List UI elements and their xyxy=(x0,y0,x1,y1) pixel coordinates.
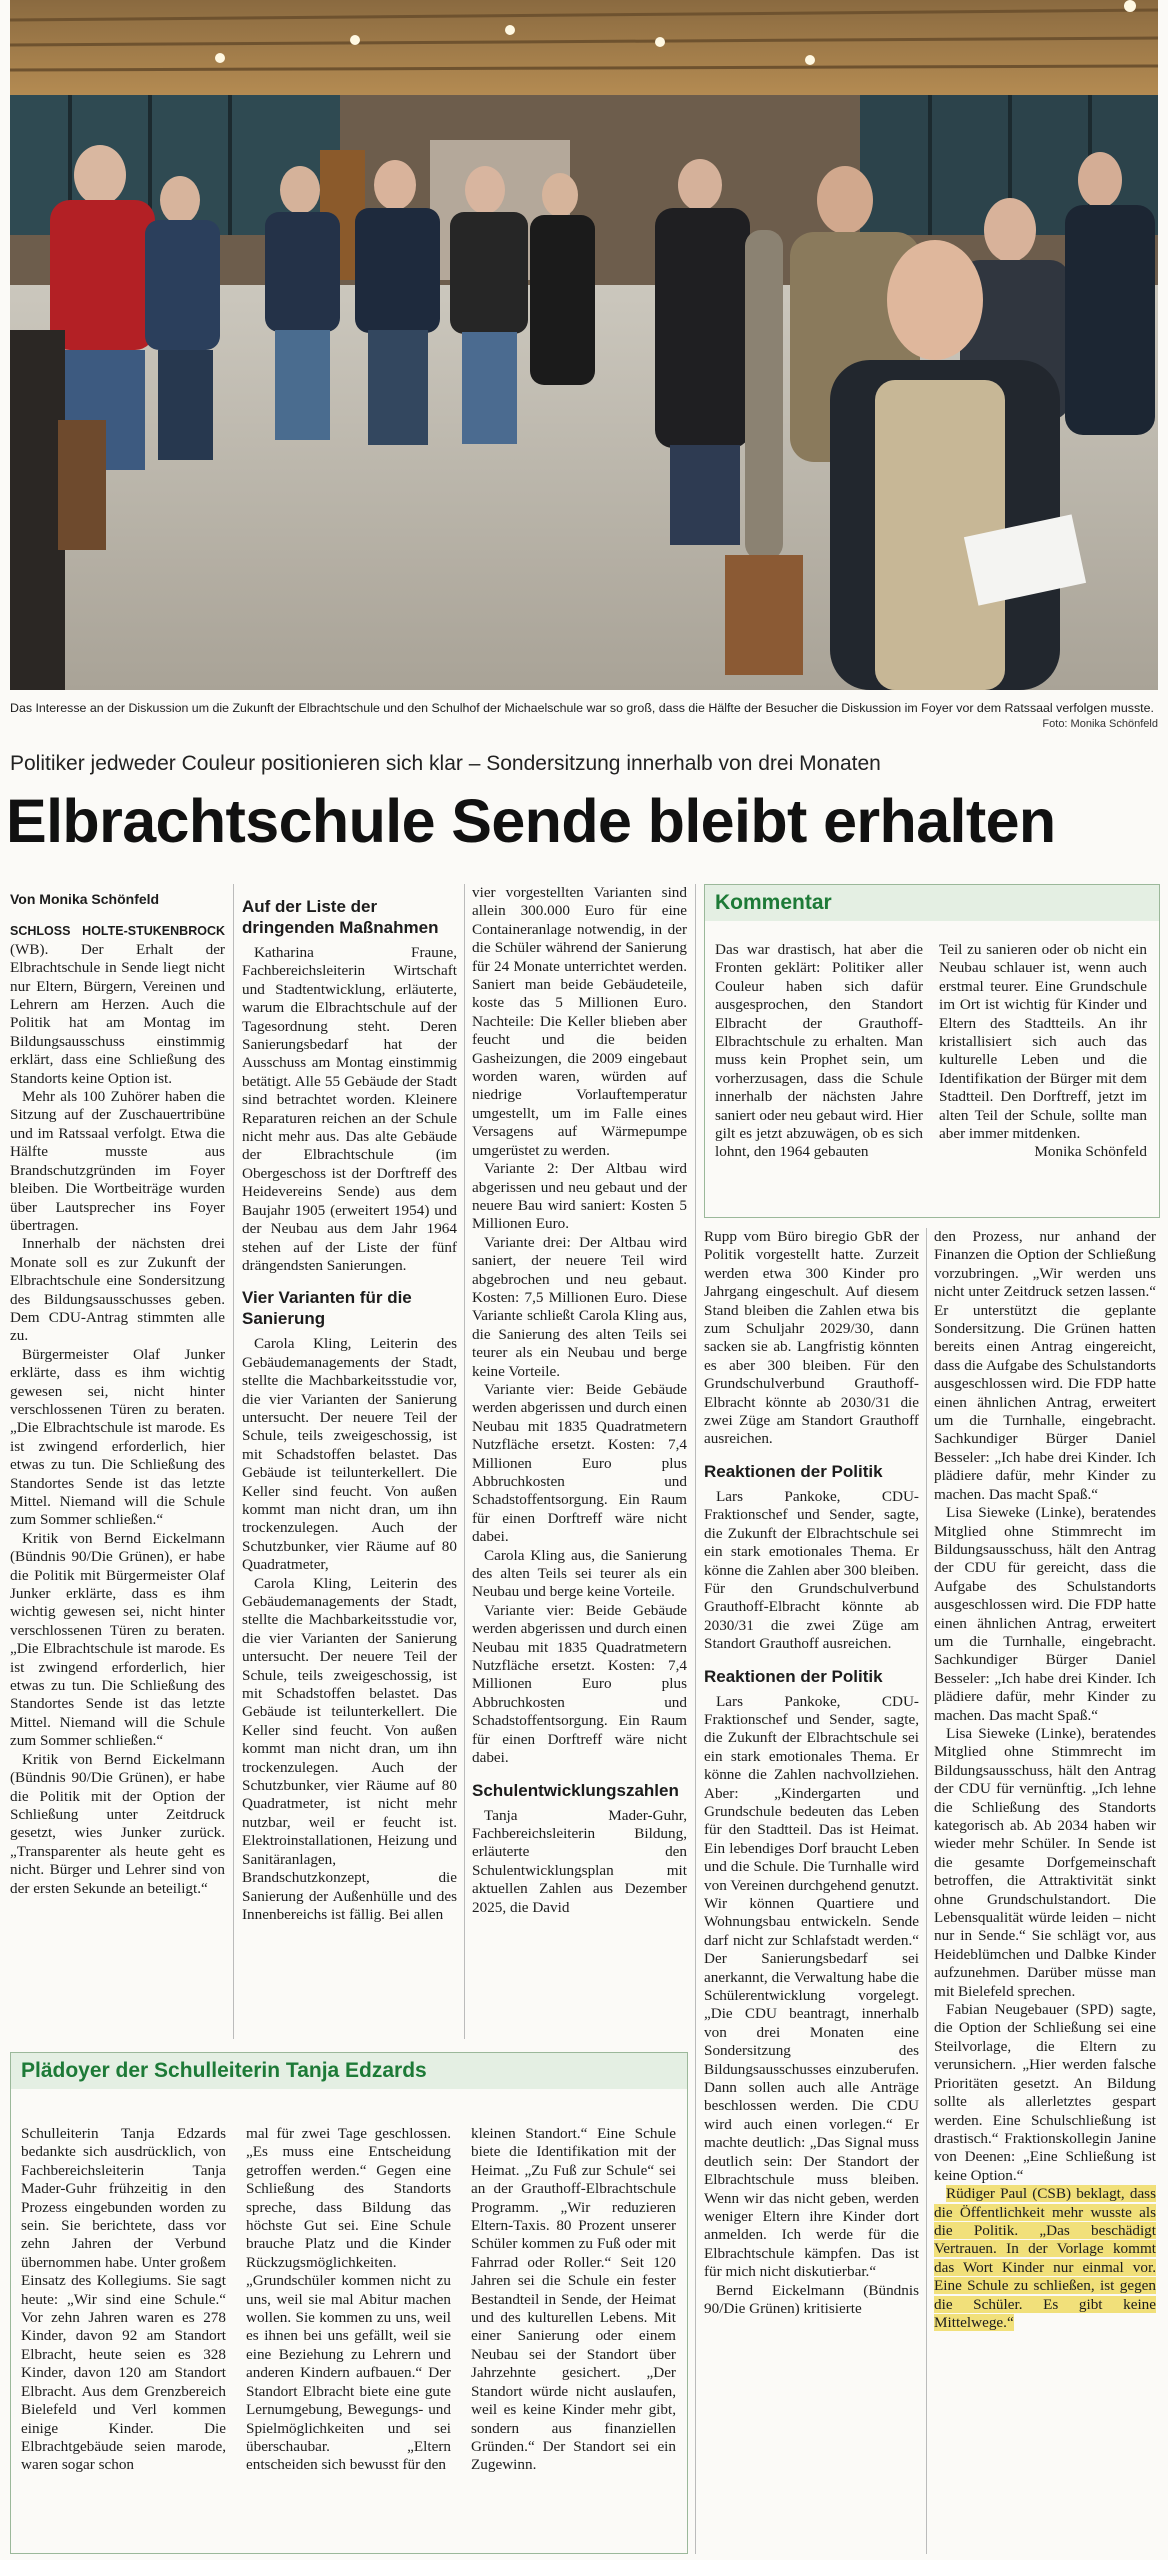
headline: Elbrachtschule Sende bleibt erhalten xyxy=(6,787,1056,855)
subheading: Reaktionen der Politik xyxy=(704,1461,883,1481)
paragraph: Variante vier: Beide Gebäude werden abgerissen und durch einen Neubau mit 1835 Quadratmetern Nutzfläche ersetzt. Kosten: 7,4 Millionen Euro plus Abbruchkosten und Schadstoffentsorgung. Ein Raum für einen Dorftreff wäre nicht dabei. xyxy=(472,1380,687,1546)
plaedoyer-column-3 xyxy=(471,2125,676,2549)
highlight: Rüdiger Paul (CSB) beklagt, dass die Öffentlichkeit mehr wusste als die Politik. „Das beschädigt Vertrauen. In der Vorlage kommt das Wort Kinder nur einmal vor. Eine Schule zu schließen, ist gegen die Schüler. Es gibt keine Mittelwege.“ xyxy=(934,2185,1156,2331)
plaedoyer-column-1 xyxy=(21,2125,226,2549)
plaedoyer-box xyxy=(10,2052,688,2554)
photo-credit: Foto: Monika Schönfeld xyxy=(1042,718,1158,730)
paragraph: Variante drei: Der Altbau wird saniert, der neuere Teil wird abgebrochen und neu gebaut. Kosten: 7,5 Millionen Euro. Diese Variante schließt Carola Kling aus, die Sanierung des alten Teils sei teurer als ein Neubau und berge keine Vorteile. xyxy=(472,1233,687,1380)
column-divider xyxy=(464,884,465,2039)
dateline: SCHLOSS HOLTE-STUKENBROCK xyxy=(10,924,225,939)
column-divider xyxy=(926,1228,927,2554)
column-divider xyxy=(695,884,696,2554)
paragraph: Variante vier: Beide Gebäude werden abgerissen und durch einen Neubau mit 1835 Quadratmetern Nutzfläche ersetzt. Kosten: 7,4 Millionen Euro plus Abbruchkosten und Schadstoffentsorgung. Ein Raum für einen Dorftreff wäre nicht dabei. xyxy=(472,1601,687,1767)
paragraph: Carola Kling, Leiterin des Gebäudemanagements der Stadt, stellte die Machbarkeitsstudie vor, die vier Varianten der Sanierung untersucht. Der neuere Teil der Schule, teils zweigeschossig, ist mit Schadstoffen belastet. Das Gebäude ist teilunterkellert. Die Keller sind feucht. Von außen kommt man nicht dran, um ihn trockenzulegen. Auch der Schutzbunker, vier Räume auf 80 Quadratmeter, xyxy=(242,1335,457,1574)
subheading: Vier Varianten für die Sanierung xyxy=(242,1288,412,1329)
paragraph: Carola Kling aus, die Sanierung des alten Teils sei teurer als ein Neubau und berge keine Vorteile. xyxy=(472,1546,687,1601)
paragraph: Bürgermeister Olaf Junker erklärte, dass es ihm wichtig gewesen sei, nicht hinter verschlossenen Türen zu beraten. „Die Elbrachtschule ist marode. Es ist zwingend erforderlich, hier etwas zu tun. Die Schließung des Standortes Sende ist das letzte Mittel. Niemand will die Schule zum Sommer schließen.“ xyxy=(10,1345,225,1529)
paragraph: Kritik von Bernd Eickelmann (Bündnis 90/Die Grünen), er habe die Politik mit Bürgermeister Olaf Junker erklärte, dass es ihm wichtig gewesen sei, nicht hinter verschlossenen Türen zu beraten. „Die Elbrachtschule ist marode. Es ist zwingend erforderlich, hier etwas zu tun. Die Schließung des Standortes Sende ist das letzte Mittel. Niemand will die Schule zum Sommer schließen.“ xyxy=(10,1529,225,1750)
paragraph: Mehr als 100 Zuhörer haben die Sitzung auf der Zuschauertribüne und im Ratssaal verfolgt. Etwa die Hälfte musste aus Brandschutzgründen im Foyer bleiben. Die Wortbeiträge wurden über Lautsprecher ins Foyer übertragen. xyxy=(10,1088,225,1234)
byline: Von Monika Schönfeld xyxy=(10,891,160,907)
subheading: Auf der Liste der dringenden Maßnahmen xyxy=(242,897,439,937)
paragraph: Kritik von Bernd Eickelmann (Bündnis 90/Die Grünen), er habe die Politik mit der Option der Schließung unter Zeitdruck gesetzt, wies Junker zurück. „Transparenter als heute geht es nicht. Bürger und Lehrer sind von der ersten Sekunde an beteiligt.“ xyxy=(10,1750,225,1897)
paragraph: kleinen Standort.“ Eine Schule biete die Identifikation mit der Heimat. „Zu Fuß zur Schule“ sei an der Grauthoff-Elbrachtschule Programm. „Wir reduzieren Eltern-Taxis. 80 Prozent unserer Schüler kommen zu Fuß oder mit Fahrrad oder Roller.“ Seit 120 Jahren sei die Schule ein fester Bestandteil in Sende, der Heimat und des kulturellen Lebens. Mit einer Sanierung oder einem Neubau sei der Standort über Jahrzehnte gesichert. „Der Standort würde nicht auslaufen, weil es keine Kinder mehr gibt, sondern aus finanziellen Gründen.“ Der Standort sei ein Zugewinn. xyxy=(471,2125,676,2474)
paragraph: Bernd Eickelmann (Bündnis 90/Die Grünen) kritisierte xyxy=(704,2281,919,2317)
paragraph: den Prozess, nur anhand der Finanzen die Option der Schließung vorzubringen. „Wir werden uns nicht unter Zeitdruck setzen lassen.“ Er unterstützt die geplante Sondersitzung. Die Grünen hatten bereits einen Antrag eingereicht, dass die Aufgabe des Schulstandorts ausgeschlossen wird. Die FDP hatte einen ähnlichen Antrag, erweitert um die Turnhalle, eingebracht. Sachkundiger Bürger Daniel Besseler: „Ich habe drei Kinder. Ich plädiere dafür, mehr Kinder zu machen. Das macht Spaß.“ xyxy=(934,1228,1156,1503)
kommentar-signature: Monika Schönfeld xyxy=(1034,1143,1147,1161)
paragraph: Teil zu sanieren oder ob nicht ein Neubau schlauer ist, wenn auch erstmal teurer. Eine Grundschule im Ort ist wichtig für Kinder und Eltern des Stadtteils. An ihr kristallisiert sich auch das kulturelle Leben und die Identifikation der Bürger mit dem Stadtteil. Den Dorftreff, jetzt im alten Teil der Schule, sollte man aber immer mitdenken. xyxy=(939,941,1147,1143)
paragraph: vier vorgestellten Varianten sind allein 300.000 Euro für eine Containeranlage notwendig, in der die Schüler während der Sanierung für 24 Monate unterrichtet werden. Saniert man beide Gebäudeteile, koste das 5 Millionen Euro. Nachteile: Die Keller blieben aber feucht und die beiden Gasheizungen, die 2009 eingebaut worden waren, würden auf niedrige Vorlauftemperatur umgestellt, um im Falle eines Versagens auf Wärmepumpe umgerüstet zu werden. xyxy=(472,884,687,1159)
paragraph: Lisa Sieweke (Linke), beratendes Mitglied ohne Stimmrecht im Bildungsausschuss, hält den Antrag der CDU für vernünftig. „Ich lehne die Schließung des Standorts kategorisch ab. Ab 2034 haben wir wieder mehr Schüler. In Sende ist die gesamte Dorfgemeinschaft betroffen, die Attraktivität sinkt ohne Grundschulstandort. Die Lebensqualität würde leiden – nicht nur in Sende.“ Sie schlägt vor, aus Heideblümchen und Dalbke Kinder aufzunehmen. Darüber müsse man mit Bielefeld sprechen. xyxy=(934,1724,1156,2000)
kommentar-title: Kommentar xyxy=(705,885,1159,921)
subheading: Schulentwicklungszahlen xyxy=(472,1780,679,1800)
article-column-2 xyxy=(242,884,457,2039)
kicker: Politiker jedweder Couleur positionieren sich klar – Sondersitzung innerhalb von drei Monaten xyxy=(10,752,881,775)
paragraph: Fabian Neugebauer (SPD) sagte, die Option der Schließung sei eine Steilvorlage, die Eltern zu verunsichern. „Hier werden falsche Prioritäten gesetzt. An Bildung sollte als allerletztes gespart werden. Eine Schulschließung ist drastisch.“ Fraktionskollegin Janine von Deenen: „Eine Schließung ist keine Option.“ xyxy=(934,2001,1156,2184)
paragraph: Katharina Fraune, Fachbereichsleiterin Wirtschaft und Stadtentwicklung, erläuterte, warum die Elbrachtschule auf der Tagesordnung steht. Deren Sanierungsbedarf hat der Ausschuss am Montag einstimmig betätigt. Alle 55 Gebäude der Stadt sind betrachtet worden. Kleinere Reparaturen reichen an der Schule nicht mehr aus. Das alte Gebäude der Elbrachtschule (im Obergeschoss ist der Dorftreff des Heidevereins Sende) aus dem Baujahr 1905 (erweitert 1954) und der Neubau aus dem Jahr 1964 stehen auf der Liste der fünf drängendsten Sanierungen. xyxy=(242,944,457,1274)
highlighted-paragraph xyxy=(934,2185,1156,2332)
kommentar-right xyxy=(939,941,1147,1211)
paragraph: Variante 2: Der Altbau wird abgerissen und neu gebaut und der neuere Bau wird saniert: Kosten 5 Millionen Euro. xyxy=(472,1160,687,1233)
plaedoyer-column-2 xyxy=(246,2125,451,2549)
column-divider xyxy=(233,884,234,2039)
photo-caption xyxy=(10,700,1158,732)
paragraph: Schulleiterin Tanja Edzards bedankte sich ausdrücklich, von Fachbereichsleiterin Tanja Mader-Guhr frühzeitig in den Prozess eingebunden worden zu sein. Sie berichtete, dass vor zehn Jahren der Verbund übernommen habe. Unter großem Einsatz des Kollegiums. Sie sagt heute: „Wir sind eine Schule.“ Vor zehn Jahren waren es 278 Kinder, davon 92 am Standort Elbracht, heute seien es 328 Kinder, davon 120 am Standort Elbracht. Aus dem Grenzbereich Bielefeld und Verl kommen einige Kinder. Die Elbrachtgebäude seien marode, waren sogar schon xyxy=(21,2125,226,2474)
kommentar-left xyxy=(715,941,923,1211)
paragraph: Lars Pankoke, CDU-Fraktionschef und Sender, sagte, die Zukunft der Elbrachtschule sei ein stark emotionales Thema. Er könne die Zahlen aber 300 bleiben. Für den Grundschulverbund Grauthoff-Elbracht könnte ab 2030/31 die zwei Züge am Standort Grauthoff ausreichen. xyxy=(704,1487,919,1653)
subheading: Reaktionen der Politik xyxy=(704,1666,883,1686)
paragraph: (WB). Der Erhalt der Elbrachtschule in Sende liegt nicht nur Eltern, Bürgern, Vereinen und Lehrern am Herzen. Auch die Politik hat am Montag im Bildungsausschuss einstimmig erklärt, dass eine Schließung des Standorts keine Option ist. xyxy=(10,940,225,1087)
event-photo xyxy=(10,0,1158,690)
paragraph: Rupp vom Büro biregio GbR der Politik vorgestellt hatte. Zurzeit werden etwa 300 Kinder pro Jahrgang eingeschult. Auf diesem Stand bleiben die Zahlen etwa bis zum Schuljahr 2029/30, dann sacken sie ab. Langfristig könnten es aber 300 bleiben. Für den Grundschulverbund Grauthoff-Elbracht könnte ab 2030/31 die zwei Züge am Standort Grauthoff ausreichen. xyxy=(704,1228,919,1448)
article-column-4 xyxy=(704,1228,919,2558)
article-column-1 xyxy=(10,884,225,2039)
paragraph: Lisa Sieweke (Linke), beratendes Mitglied ohne Stimmrecht im Bildungsausschuss, hält den Antrag der CDU für gereicht, dass die Aufgabe des Schulstandorts ausgeschlossen wird. Die FDP hatte einen ähnlichen Antrag, erweitert um die Turnhalle, eingebracht. Sachkundiger Bürger Daniel Besseler: „Ich habe drei Kinder. Ich plädiere dafür, mehr Kinder zu machen. Das macht Spaß.“ xyxy=(934,1504,1156,1724)
paragraph: mal für zwei Tage geschlossen. „Es muss eine Entscheidung getroffen werden.“ Gegen eine Schließung des Standorts spreche, dass Bildung das höchste Gut sei. Eine Schule brauche Platz und die Kinder Rückzugsmöglichkeiten. „Grundschüler kommen nicht zu uns, weil sie mal Abitur machen wollen. Sie kommen zu uns, weil es ihnen bei uns gefällt, weil sie eine Beziehung zu Lehrern und anderen Kindern aufbauen.“ Der Standort Elbracht biete eine gute Lernumgebung, Bewegungs- und Spielmöglichkeiten und sei überschaubar. „Eltern entscheiden sich bewusst für den xyxy=(246,2125,451,2474)
article-column-5 xyxy=(934,1228,1156,2558)
paragraph: Das war drastisch, hat aber die Fronten geklärt: Politiker aller Couleur haben sich dafür ausgesprochen, den Standort Elbracht der Grauthoff-Elbrachtschule zu erhalten. Man muss kein Prophet sein, um vorherzusagen, dass die Schule innerhalb der nächsten Jahre saniert oder neu gebaut wird. Hier gilt es jetzt abzuwägen, ob es sich lohnt, den 1964 gebauten xyxy=(715,941,923,1161)
kommentar-box xyxy=(704,884,1160,1218)
plaedoyer-title: Plädoyer der Schulleiterin Tanja Edzards xyxy=(11,2053,687,2089)
paragraph: Innerhalb der nächsten drei Monate soll es zur Zukunft der Elbrachtschule eine Sondersitzung des Bildungsausschusses geben. Dem CDU-Antrag stimmten alle zu. xyxy=(10,1235,225,1345)
article-column-3 xyxy=(472,884,687,2039)
caption-text: Das Interesse an der Diskussion um die Zukunft der Elbrachtschule und den Schulhof der Michaelschule war so groß, dass die Hälfte der Besucher die Diskussion im Foyer vor dem Ratssaal verfolgen musste. xyxy=(10,701,1154,715)
paragraph: Tanja Mader-Guhr, Fachbereichsleiterin Bildung, erläuterte den Schulentwicklungsplan mit aktuellen Zahlen aus Dezember 2025, die David xyxy=(472,1806,687,1916)
paragraph: Carola Kling, Leiterin des Gebäudemanagements der Stadt, stellte die Machbarkeitsstudie vor, die vier Varianten der Sanierung untersucht. Der neuere Teil der Schule, teils zweigeschossig, ist mit Schadstoffen belastet. Das Gebäude ist teilunterkellert. Die Keller sind feucht. Von außen kommt man nicht dran, um ihn trockenzulegen. Auch der Schutzbunker, vier Räume auf 80 Quadratmeter, ist nicht mehr nutzbar, weil er feucht ist. Elektroinstallationen, Heizung und Sanitäranlagen, Brandschutzkonzept, die Sanierung der Außenhülle und des Innenbereichs ist fällig. Bei allen xyxy=(242,1574,457,1923)
paragraph: Lars Pankoke, CDU-Fraktionschef und Sender, sagte, die Zukunft der Elbrachtschule sei ein stark emotionales Thema. Er könne die Zahlen nachvollziehen. Aber: „Kindergarten und Grundschule bedeuten das Leben für den Stadtteil. Das ist Heimat. Ein lebendiges Dorf braucht Leben und die Schule. Die Turnhalle wird von Vereinen durchgehend genutzt. Wir können Quartiere und Wohnungsbau entwickeln. Sende darf nicht zur Schlafstadt werden.“ Der Sanierungsbedarf sei anerkannt, die Verwaltung habe die Schülerentwicklung vorgelegt. „Die CDU beantragt, innerhalb von drei Monaten eine Sondersitzung des Bildungsausschusses einzuberufen. Dann sollen auch alle Anträge beschlossen werden. Die CDU wird auch einen vorlegen.“ Er machte deutlich: „Das Signal muss deutlich sein: Der Standort der Elbrachtschule muss bleiben. Wenn wir das nicht geben, werden weniger Eltern ihre Kinder dort anmelden. Ich werde für die Elbrachtschule kämpfen. Das ist für mich nicht diskutierbar.“ xyxy=(704,1692,919,2281)
